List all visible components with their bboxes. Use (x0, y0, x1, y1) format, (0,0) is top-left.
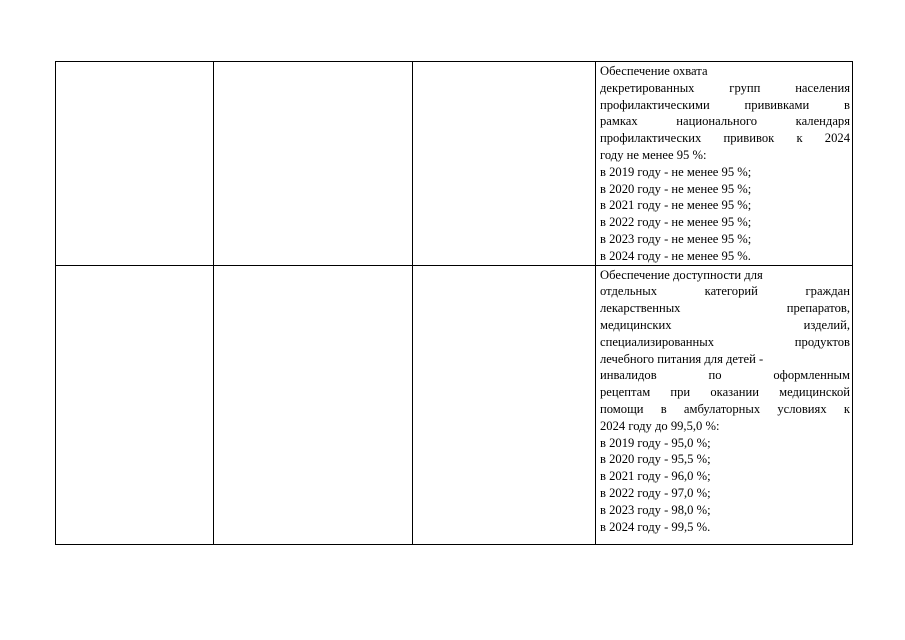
text-line: профилактических прививок к 2024 (600, 131, 850, 146)
text-line: в 2021 году - 96,0 %; (600, 469, 711, 484)
text-line: профилактическими прививками в (600, 97, 850, 112)
table-cell-indicator-text (596, 62, 853, 266)
text-line: специализированных продуктов (600, 334, 850, 349)
table-cell-empty (56, 62, 214, 266)
text-line: лечебного питания для детей - (600, 351, 764, 366)
text-line: в 2023 году - 98,0 %; (600, 502, 711, 517)
text-line: медицинских изделий, (600, 317, 850, 332)
table-cell-empty (214, 62, 413, 266)
table-row (56, 62, 853, 266)
text-line: в 2020 году - 95,5 %; (600, 452, 711, 467)
text-line: помощи в амбулаторных условиях к (600, 401, 850, 416)
table-cell-empty (413, 62, 596, 266)
table-cell-indicator-text (596, 265, 853, 544)
text-line: лекарственных препаратов, (600, 301, 850, 316)
text-line: Обеспечение доступности для (600, 267, 763, 282)
text-line: в 2020 году - не менее 95 %; (600, 181, 752, 196)
document-table (55, 61, 853, 545)
table-cell-empty (56, 265, 214, 544)
text-line: 2024 году до 99,5,0 %: (600, 418, 720, 433)
text-line: в 2019 году - не менее 95 %; (600, 164, 752, 179)
text-line: инвалидов по оформленным (600, 368, 850, 383)
table-cell-empty (214, 265, 413, 544)
table-cell-empty (413, 265, 596, 544)
text-line: рецептам при оказании медицинской (600, 385, 850, 400)
text-line: в 2022 году - не менее 95 %; (600, 215, 752, 230)
text-line: году не менее 95 %: (600, 147, 707, 162)
text-line: в 2023 году - не менее 95 %; (600, 231, 752, 246)
table-row (56, 265, 853, 544)
text-line: декретированных групп населения (600, 80, 850, 95)
text-line: в 2022 году - 97,0 %; (600, 485, 711, 500)
text-line: в 2024 году - 99,5 %. (600, 519, 711, 534)
text-line: Обеспечение охвата (600, 64, 708, 78)
text-line: в 2019 году - 95,0 %; (600, 435, 711, 450)
text-line: в 2024 году - не менее 95 %. (600, 248, 751, 263)
text-line: в 2021 году - не менее 95 %; (600, 198, 752, 213)
text-line: отдельных категорий граждан (600, 284, 850, 299)
text-line: рамках национального календаря (600, 114, 850, 129)
